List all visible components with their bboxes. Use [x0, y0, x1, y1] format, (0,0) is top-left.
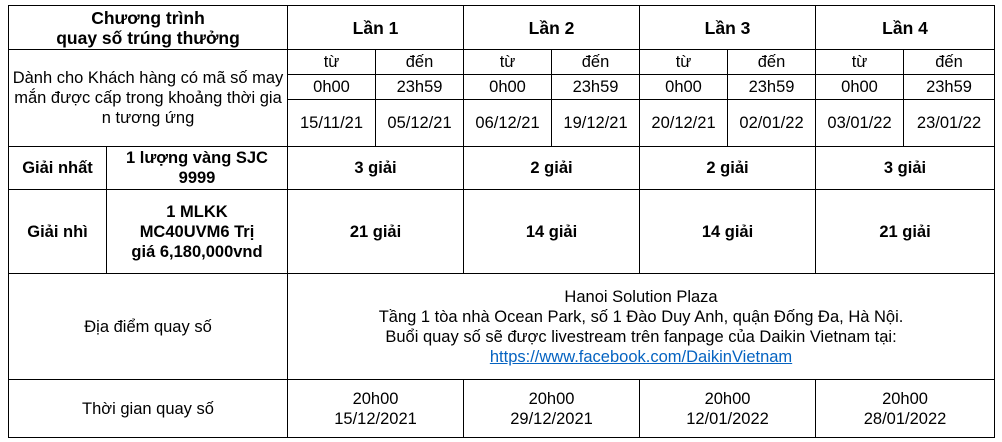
draw-hour: 20h00: [352, 389, 399, 408]
draw-hour: 20h00: [704, 389, 751, 408]
to-label: đến: [904, 50, 995, 75]
livestream-note: Buổi quay số sẽ được livestream trên fanpage của Daikin Vietnam tại:: [385, 327, 897, 346]
second-prize-count-round-1: 21 giải: [288, 190, 464, 274]
draw-time-round-1: [288, 380, 464, 438]
from-label: từ: [816, 50, 904, 75]
venue-row: [9, 274, 995, 380]
end-time: 23h59: [376, 75, 464, 100]
second-prize-row: [9, 190, 995, 274]
first-prize-name: Giải nhất: [9, 147, 107, 190]
draw-time-row: [9, 380, 995, 438]
start-date: 03/01/22: [816, 100, 904, 147]
end-time: 23h59: [552, 75, 640, 100]
prize-schedule-table: [8, 5, 995, 438]
start-time: 0h00: [464, 75, 552, 100]
start-time: 0h00: [288, 75, 376, 100]
header-row: [9, 6, 995, 50]
second-prize-count-round-4: 21 giải: [816, 190, 995, 274]
venue-label: Địa điểm quay số: [9, 274, 288, 380]
from-label: từ: [288, 50, 376, 75]
venue-address: Tầng 1 tòa nhà Ocean Park, số 1 Đào Duy Anh, quận Đống Đa, Hà Nội.: [378, 307, 904, 326]
venue-name: Hanoi Solution Plaza: [564, 287, 718, 306]
first-prize-count-round-4: 3 giải: [816, 147, 995, 190]
round-4-header: Lần 4: [816, 6, 995, 50]
program-title: Chương trình quay số trúng thưởng: [9, 6, 288, 50]
from-label: từ: [464, 50, 552, 75]
draw-time-round-4: [816, 380, 995, 438]
to-label: đến: [552, 50, 640, 75]
to-label: đến: [728, 50, 816, 75]
start-date: 06/12/21: [464, 100, 552, 147]
to-label: đến: [376, 50, 464, 75]
first-prize-item: 1 lượng vàng SJC 9999: [107, 147, 288, 190]
draw-time-label: Thời gian quay số: [9, 380, 288, 438]
round-2-header: Lần 2: [464, 6, 640, 50]
round-1-header: Lần 1: [288, 6, 464, 50]
draw-date: 28/01/2022: [863, 409, 947, 428]
draw-date: 12/01/2022: [686, 409, 769, 428]
start-time: 0h00: [816, 75, 904, 100]
end-time: 23h59: [728, 75, 816, 100]
first-prize-row: [9, 147, 995, 190]
round-3-header: Lần 3: [640, 6, 816, 50]
draw-hour: 20h00: [882, 389, 928, 408]
draw-time-round-3: [640, 380, 816, 438]
from-to-row: [9, 50, 995, 75]
end-date: 23/01/22: [904, 100, 995, 147]
eligibility-description: Dành cho Khách hàng có mã số may mắn được cấp trong khoảng thời gian tương ứng: [9, 50, 288, 147]
first-prize-count-round-3: 2 giải: [640, 147, 816, 190]
end-date: 02/01/22: [728, 100, 816, 147]
draw-time-round-2: [464, 380, 640, 438]
second-prize-count-round-2: 14 giải: [464, 190, 640, 274]
draw-date: 15/12/2021: [334, 409, 417, 428]
end-date: 19/12/21: [552, 100, 640, 147]
facebook-link[interactable]: https://www.facebook.com/DaikinVietnam: [489, 347, 793, 366]
second-prize-name: Giải nhì: [9, 190, 107, 274]
end-time: 23h59: [904, 75, 995, 100]
venue-details: [288, 274, 995, 380]
end-date: 05/12/21: [376, 100, 464, 147]
first-prize-count-round-2: 2 giải: [464, 147, 640, 190]
second-prize-count-round-3: 14 giải: [640, 190, 816, 274]
start-date: 20/12/21: [640, 100, 728, 147]
from-label: từ: [640, 50, 728, 75]
draw-date: 29/12/2021: [510, 409, 593, 428]
second-prize-item: 1 MLKK MC40UVM6 Trị giá 6,180,000vnd: [107, 190, 288, 274]
first-prize-count-round-1: 3 giải: [288, 147, 464, 190]
start-date: 15/11/21: [288, 100, 376, 147]
draw-hour: 20h00: [528, 389, 575, 408]
start-time: 0h00: [640, 75, 728, 100]
